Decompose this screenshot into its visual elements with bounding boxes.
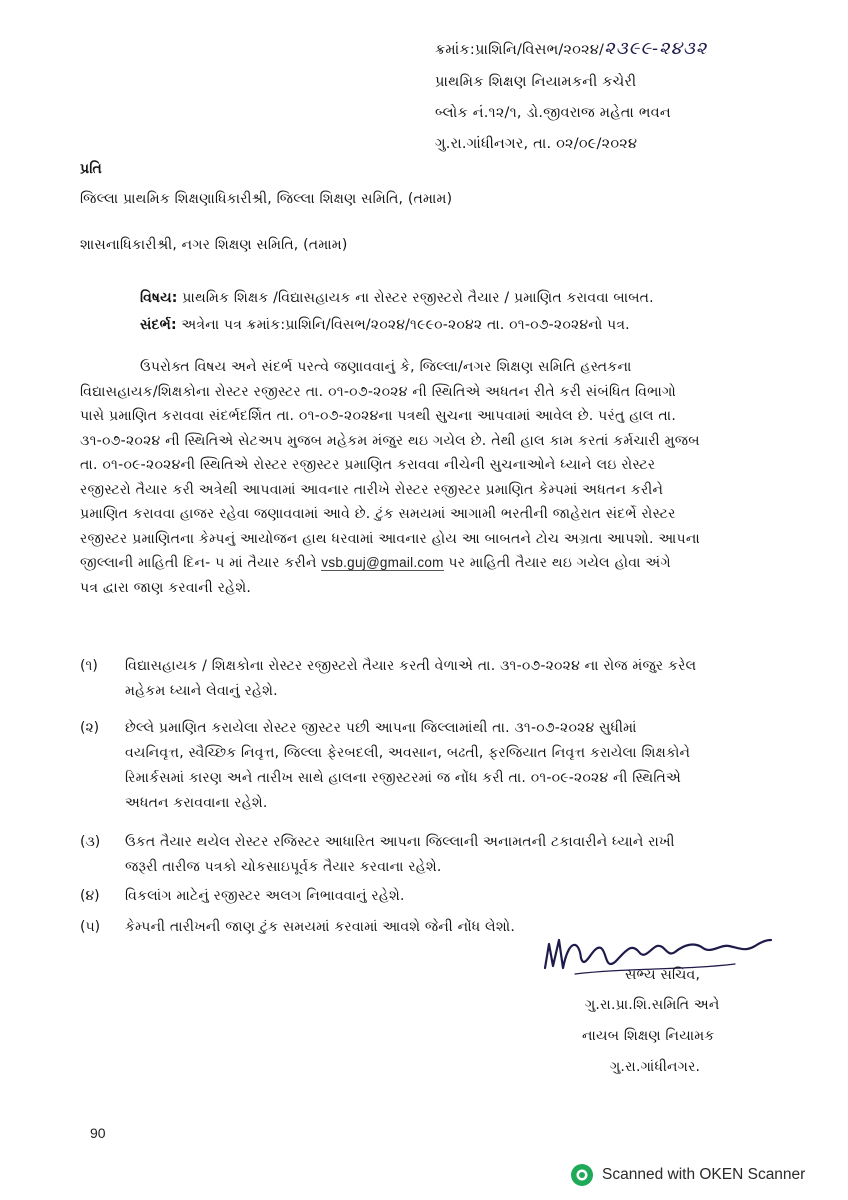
recipient-district: જિલ્લા પ્રાથમિક શિક્ષણાધિકારીશ્રી, જિલ્લા શિક્ષણ સમિતિ, (તમામ) xyxy=(80,191,453,207)
point-line: રિમાર્કસમાં કારણ અને તારીખ સાથે હાલના રજીસ્ટરમાં જ નોંધ કરી તા. ૦૧-૦૯-૨૦૨૪ ની સ્થિતિએ xyxy=(125,770,681,786)
point-line: કેમ્પની તારીખની જાણ ટુંક સમયમાં કરવામાં આવશે જેની નોંધ લેશો. xyxy=(125,919,515,935)
body-line-start: જીલ્લાની માહિતી દિન- ૫ માં તૈયાર કરીને xyxy=(80,555,322,571)
point-line: વિદ્યાસહાયક / શિક્ષકોના રોસ્ટર રજીસ્ટરો તૈયાર કરતી વેળાએ તા. ૩૧-૦૭-૨૦૨૪ ના રોજ મંજુર કરેલ xyxy=(125,658,697,674)
signatory-committee: ગુ.રા.પ્રા.શિ.સમિતિ અને xyxy=(585,997,720,1013)
body-line: રજીસ્ટરો તૈયાર કરી અત્રેથી આપવામાં આવનાર તારીખે રોસ્ટર રજીસ્ટર પ્રમાણિત કેમ્પમાં અધતન કરીને xyxy=(80,481,664,498)
prati-label: પ્રતિ xyxy=(80,161,102,177)
scanner-label: Scanned with OKEN Scanner xyxy=(602,1166,806,1183)
point-item xyxy=(125,884,805,909)
point-item xyxy=(125,654,805,704)
point-number: (૩) xyxy=(80,834,101,850)
point-line: ઉકત તૈયાર થયેલ રોસ્ટર રજિસ્ટર આધારિત આપના જિલ્લાની અનામતની ટકાવારીને ધ્યાને રાખી xyxy=(125,834,675,850)
office-address: બ્લોક નં.૧૨/૧, ડો.જીવરાજ મહેતા ભવન xyxy=(435,105,671,121)
reference-text: અત્રેના પત્ર ક્રમાંક:પ્રાશિનિ/વિસભ/૨૦૨૪/૧૯૯૦-૨૦૪૨ તા. ૦૧-૦૭-૨૦૨૪નો પત્ર. xyxy=(181,317,630,333)
recipient-city: શાસનાધિકારીશ્રી, નગર શિક્ષણ સમિતિ, (તમામ) xyxy=(80,237,348,253)
point-line: જરૂરી તારીજ પત્રકો ચોકસાઇપૂર્વક તૈયાર કરવાના રહેશે. xyxy=(125,859,442,875)
signatory-place: ગુ.રા.ગાંધીનગર. xyxy=(610,1059,701,1075)
office-name: પ્રાથમિક શિક્ષણ નિયામકની કચેરી xyxy=(435,74,637,90)
body-line: તા. ૦૧-૦૯-૨૦૨૪ની સ્થિતિએ રોસ્ટર રજીસ્ટર પ્રમાણિત કરાવવા નીચેની સુચનાઓને ધ્યાને લઇ રોસ્ટર xyxy=(80,457,656,473)
point-number: (૨) xyxy=(80,720,100,736)
point-line: અધતન કરાવવાના રહેશે. xyxy=(125,795,268,811)
point-number: (૧) xyxy=(80,658,98,674)
subject-label: વિષય: xyxy=(140,290,178,306)
body-line: રજીસ્ટર પ્રમાણિતના કેમ્પનું આયોજન હાથ ધરવામાં આવનાર હોય આ બાબતને ટોચ અગ્રતા આપશો. આપના xyxy=(80,530,700,547)
point-item xyxy=(125,716,805,816)
reference-label: સંદર્ભ: xyxy=(140,317,177,333)
signatory-title: સભ્ય સચિવ, xyxy=(625,967,701,983)
reference-prefix: ક્રમાંક:પ્રાશિનિ/વિસભ/૨૦૨૪/ xyxy=(435,42,605,58)
point-line: છેલ્લે પ્રમાણિત કરાયેલા રોસ્ટર જીસ્ટર પછી આપના જિલ્લામાંથી તા. ૩૧-૦૭-૨૦૨૪ સુધીમાં xyxy=(125,720,637,736)
point-line: વયનિવૃત્ત, સ્વૈચ્છિક નિવૃત્ત, જિલ્લા ફેરબદલી, અવસાન, બઢતી, ફરજિયાત નિવૃત્ત કરાયેલા શિક્ષકોને xyxy=(125,745,691,761)
body-line: ઉપરોક્ત વિષય અને સંદર્ભ પરત્વે જણાવવાનું કે, જિલ્લા/નગર શિક્ષણ સમિતિ હસ્તકના xyxy=(140,359,632,375)
body-line-email xyxy=(80,551,780,576)
body-line: પાસે પ્રમાણિત કરાવવા સંદર્ભદર્શિત તા. ૦૧-૦૭-૨૦૨૪ના પત્રથી સુચના આપવામાં આવેલ છે. પરંતુ હાલ તા. xyxy=(80,408,677,424)
point-line: મહેકમ ધ્યાને લેવાનું રહેશે. xyxy=(125,683,278,699)
scanner-logo-icon xyxy=(570,1163,594,1187)
body-paragraph xyxy=(80,355,780,600)
subject-text: પ્રાથમિક શિક્ષક /વિદ્યાસહાયક ના રોસ્ટર રજીસ્ટરો તૈયાર / પ્રમાણિત કરાવવા બાબત. xyxy=(182,290,654,306)
page-number: 90 xyxy=(90,1125,106,1141)
body-line: વિદ્યાસહાયક/શિક્ષકોના રોસ્ટર રજીસ્ટર તા. ૦૧-૦૭-૨૦૨૪ ની સ્થિતિએ અધતન રીતે કરી સંબંધિત વિભાગો xyxy=(80,383,676,400)
place-date: ગુ.રા.ગાંધીનગર, તા. ૦૨/૦૯/૨૦૨૪ xyxy=(435,136,638,152)
point-line: વિકલાંગ માટેનું રજીસ્ટર અલગ નિભાવવાનું રહેશે. xyxy=(125,888,405,904)
reference-line xyxy=(140,316,630,334)
body-line: પત્ર દ્વારા જાણ કરવાની રહેશે. xyxy=(80,579,252,596)
body-line: પ્રમાણિત કરાવવા હાજર રહેવા જણાવવામાં આવે છે. ટુંક સમયમાં આગામી ભરતીની જાહેરાત સંદર્ભે રોસ્ટર xyxy=(80,506,676,522)
point-item xyxy=(125,830,805,880)
point-number: (૫) xyxy=(80,919,101,935)
body-line: ૩૧-૦૭-૨૦૨૪ ની સ્થિતિએ સેટઅપ મુજબ મહેકમ મંજુર થઇ ગયેલ છે. તેથી હાલ કામ કરતાં કર્મચારી મુજબ xyxy=(80,432,700,449)
email-link[interactable]: vsb.guj@gmail.com xyxy=(321,555,444,570)
point-number: (૪) xyxy=(80,888,100,904)
handwritten-reference: ૨૩૯૯-૨૪૩૨ xyxy=(604,38,708,59)
scanner-watermark xyxy=(570,1163,805,1187)
subject-line xyxy=(140,289,654,307)
body-line-end: પર માહિતી તૈયાર થઇ ગયેલ હોવા અંગે xyxy=(443,555,671,571)
signatory-designation: નાયબ શિક્ષણ નિયામક xyxy=(582,1028,715,1044)
reference-number xyxy=(435,40,707,59)
